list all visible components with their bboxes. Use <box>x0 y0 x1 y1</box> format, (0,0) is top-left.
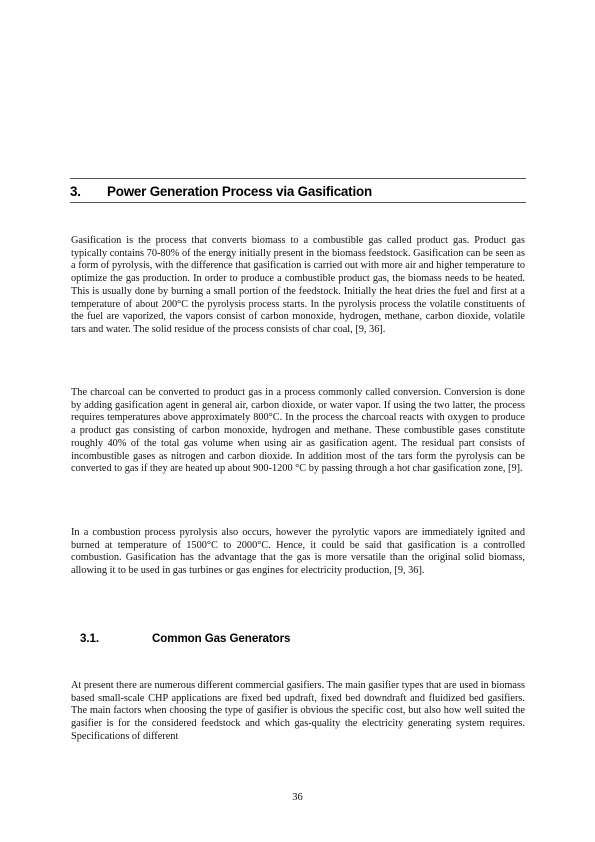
paragraph-gasification-intro: Gasification is the process that converts biomass to a combustible gas called product gas. Product gas typically contains 70-80% of the energy initially present in the biomass feedstock. Gasification can be seen as a form of pyrolysis, with the difference that gasification is carried out with more air and higher temperature to optimize the gas production. In order to produce a combustible product gas, the biomass needs to be heated. This is usually done by burning a small portion of the feedstock. Initially the heat dries the fuel and first at a temperature of about 200°C the pyrolysis process starts. In the pyrolysis process the volatile constituents of the fuel are vaporized, the vapors consist of carbon monoxide, hydrogen, methane, carbon dioxide, volatile tars and water. The solid residue of the process consists of char coal, [9, 36]. <box>71 235 525 335</box>
paragraph-gasifier-types: At present there are numerous different commercial gasifiers. The main gasifier types that are used in biomass based small-scale CHP applications are fixed bed updraft, fixed bed downdraft and fluidized bed gasifiers. The main factors when choosing the type of gasifier is obvious the specific cost, but also how well suited the gasifier is for the considered feedstock and which gas-quality the electricity generating system requires. Specifications of different <box>71 680 525 742</box>
section-number: 3.1. <box>80 632 99 645</box>
chapter-title: Power Generation Process via Gasification <box>107 184 372 199</box>
chapter-heading <box>70 178 526 203</box>
paragraph-combustion-comparison: In a combustion process pyrolysis also occurs, however the pyrolytic vapors are immediately ignited and burned at temperature of 1500°C to 2000°C. Hence, it could be said that gasification is a controlled combustion. Gasification has the advantage that the gas is more versatile than the original solid biomass, allowing it to be used in gas turbines or gas engines for electricity production, [9, 36]. <box>71 527 525 577</box>
section-title: Common Gas Generators <box>152 632 291 645</box>
page-number: 36 <box>292 792 303 803</box>
section-heading <box>80 632 290 645</box>
chapter-number: 3. <box>70 184 81 199</box>
paragraph-charcoal-conversion: The charcoal can be converted to product gas in a process commonly called conversion. Conversion is done by adding gasification agent in general air, carbon dioxide, or water vapor. If using the two latter, the process requires temperatures above approximately 800°C. In the process the charcoal reacts with oxygen to produce a product gas consisting of carbon monoxide, hydrogen and methane. These combustible gases constitute roughly 40% of the total gas volume when using air as gasification agent. The residual part consists of incombustible gases as nitrogen and carbon dioxide. In addition most of the tars form the pyrolysis can be converted to gas if they are heated up about 900-1200 °C by passing through a hot char gasification zone, [9]. <box>71 387 525 475</box>
